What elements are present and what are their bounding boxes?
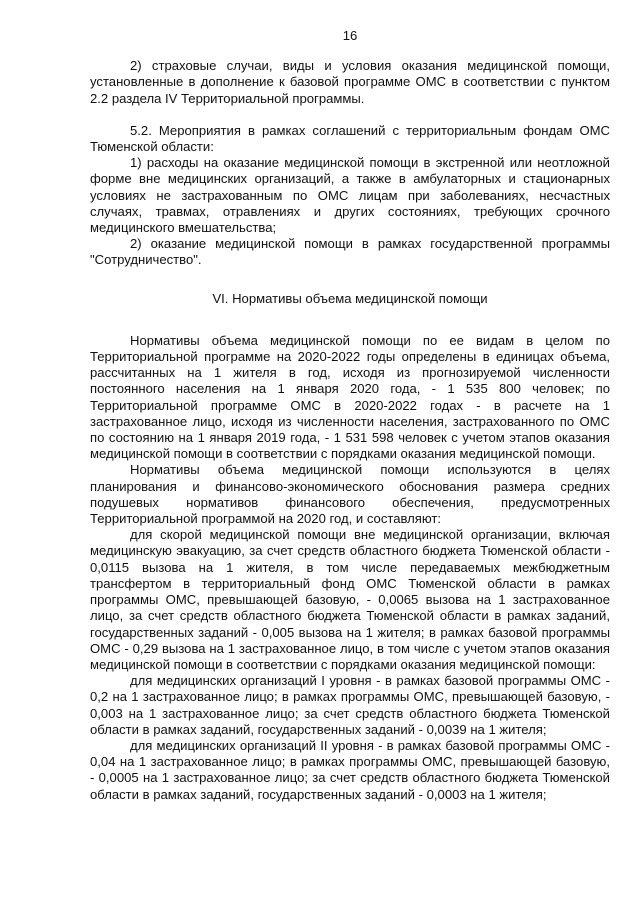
paragraph: Нормативы объема медицинской помощи используются в целях планирования и финансово-экономического обоснования размера средних подушевых нормативов финансового обеспечения, предусмотренных Территориальной программой на 2020 год, и составляют: xyxy=(90,462,610,527)
paragraph: для медицинских организаций I уровня - в рамках базовой программы ОМС - 0,2 на 1 застрахованное лицо; в рамках программы ОМС, превышающей базовую, - 0,003 на 1 застрахованное лицо; за счет средств областного бюджета Тюменской области в рамках заданий, государственных заданий - 0,0039 на 1 жителя; xyxy=(90,673,610,737)
paragraph: 2) страховые случаи, виды и условия оказания медицинской помощи, установленные в дополнение к базовой программе ОМС в соответствии с пунктом 2.2 раздела IV Территориальной программы. xyxy=(90,58,610,106)
section-heading: VI. Нормативы объема медицинской помощи xyxy=(212,290,488,306)
paragraph: Нормативы объема медицинской помощи по ее видам в целом по Территориальной программе на 2020-2022 годы определены в единицах объема, рассчитанных на 1 жителя в год, исходя из прогнозируемой численности постоянного населения на 1 января 2020 года, - 1 535 800 человек; по Территориальной программе ОМС в 2020-2022 годах - в расчете на 1 застрахованное лицо, исходя из численности населения, застрахованного по ОМС по состоянию на 1 января 2019 года, - 1 531 598 человек с учетом этапов оказания медицинской помощи в соответствии с порядками оказания медицинской помощи. xyxy=(90,332,610,462)
document-page xyxy=(90,28,610,803)
section-5-2-title: 5.2. Мероприятия в рамках соглашений с территориальным фондам ОМС Тюменской области: xyxy=(90,122,610,155)
paragraph: для скорой медицинской помощи вне медицинской организации, включая медицинскую эвакуацию, за счет средств областного бюджета Тюменской области - 0,0115 вызова на 1 жителя, в том числе передаваемых межбюджетным трансфертом в территориальный фонд ОМС Тюменской области в рамках программы ОМС, превышающей базовую, - 0,0065 вызова на 1 застрахованное лицо, за счет средств областного бюджета Тюменской области в рамках заданий, государственных заданий - 0,005 вызова на 1 жителя; в рамках базовой программы ОМС - 0,29 вызова на 1 застрахованное лицо, в том числе с учетом этапов оказания медицинской помощи в соответствии с порядками оказания медицинской помощи: xyxy=(90,527,610,672)
page-number: 16 xyxy=(342,28,358,43)
paragraph: для медицинских организаций II уровня - в рамках базовой программы ОМС - 0,04 на 1 застрахованное лицо; в рамках программы ОМС, превышающей базовую, - 0,0005 на 1 застрахованное лицо; за счет средств областного бюджета Тюменской области в рамках заданий, государственных заданий - 0,0003 на 1 жителя; xyxy=(90,737,610,802)
paragraph: 2) оказание медицинской помощи в рамках государственной программы "Сотрудничество". xyxy=(90,236,610,268)
paragraph: 1) расходы на оказание медицинской помощи в экстренной или неотложной форме вне медицинских организаций, а также в амбулаторных и стационарных условиях не застрахованным по ОМС лицам при заболеваниях, несчастных случаях, травмах, отравлениях и других состояниях, требующих срочного медицинского вмешательства; xyxy=(90,155,610,236)
spacer xyxy=(90,107,610,123)
